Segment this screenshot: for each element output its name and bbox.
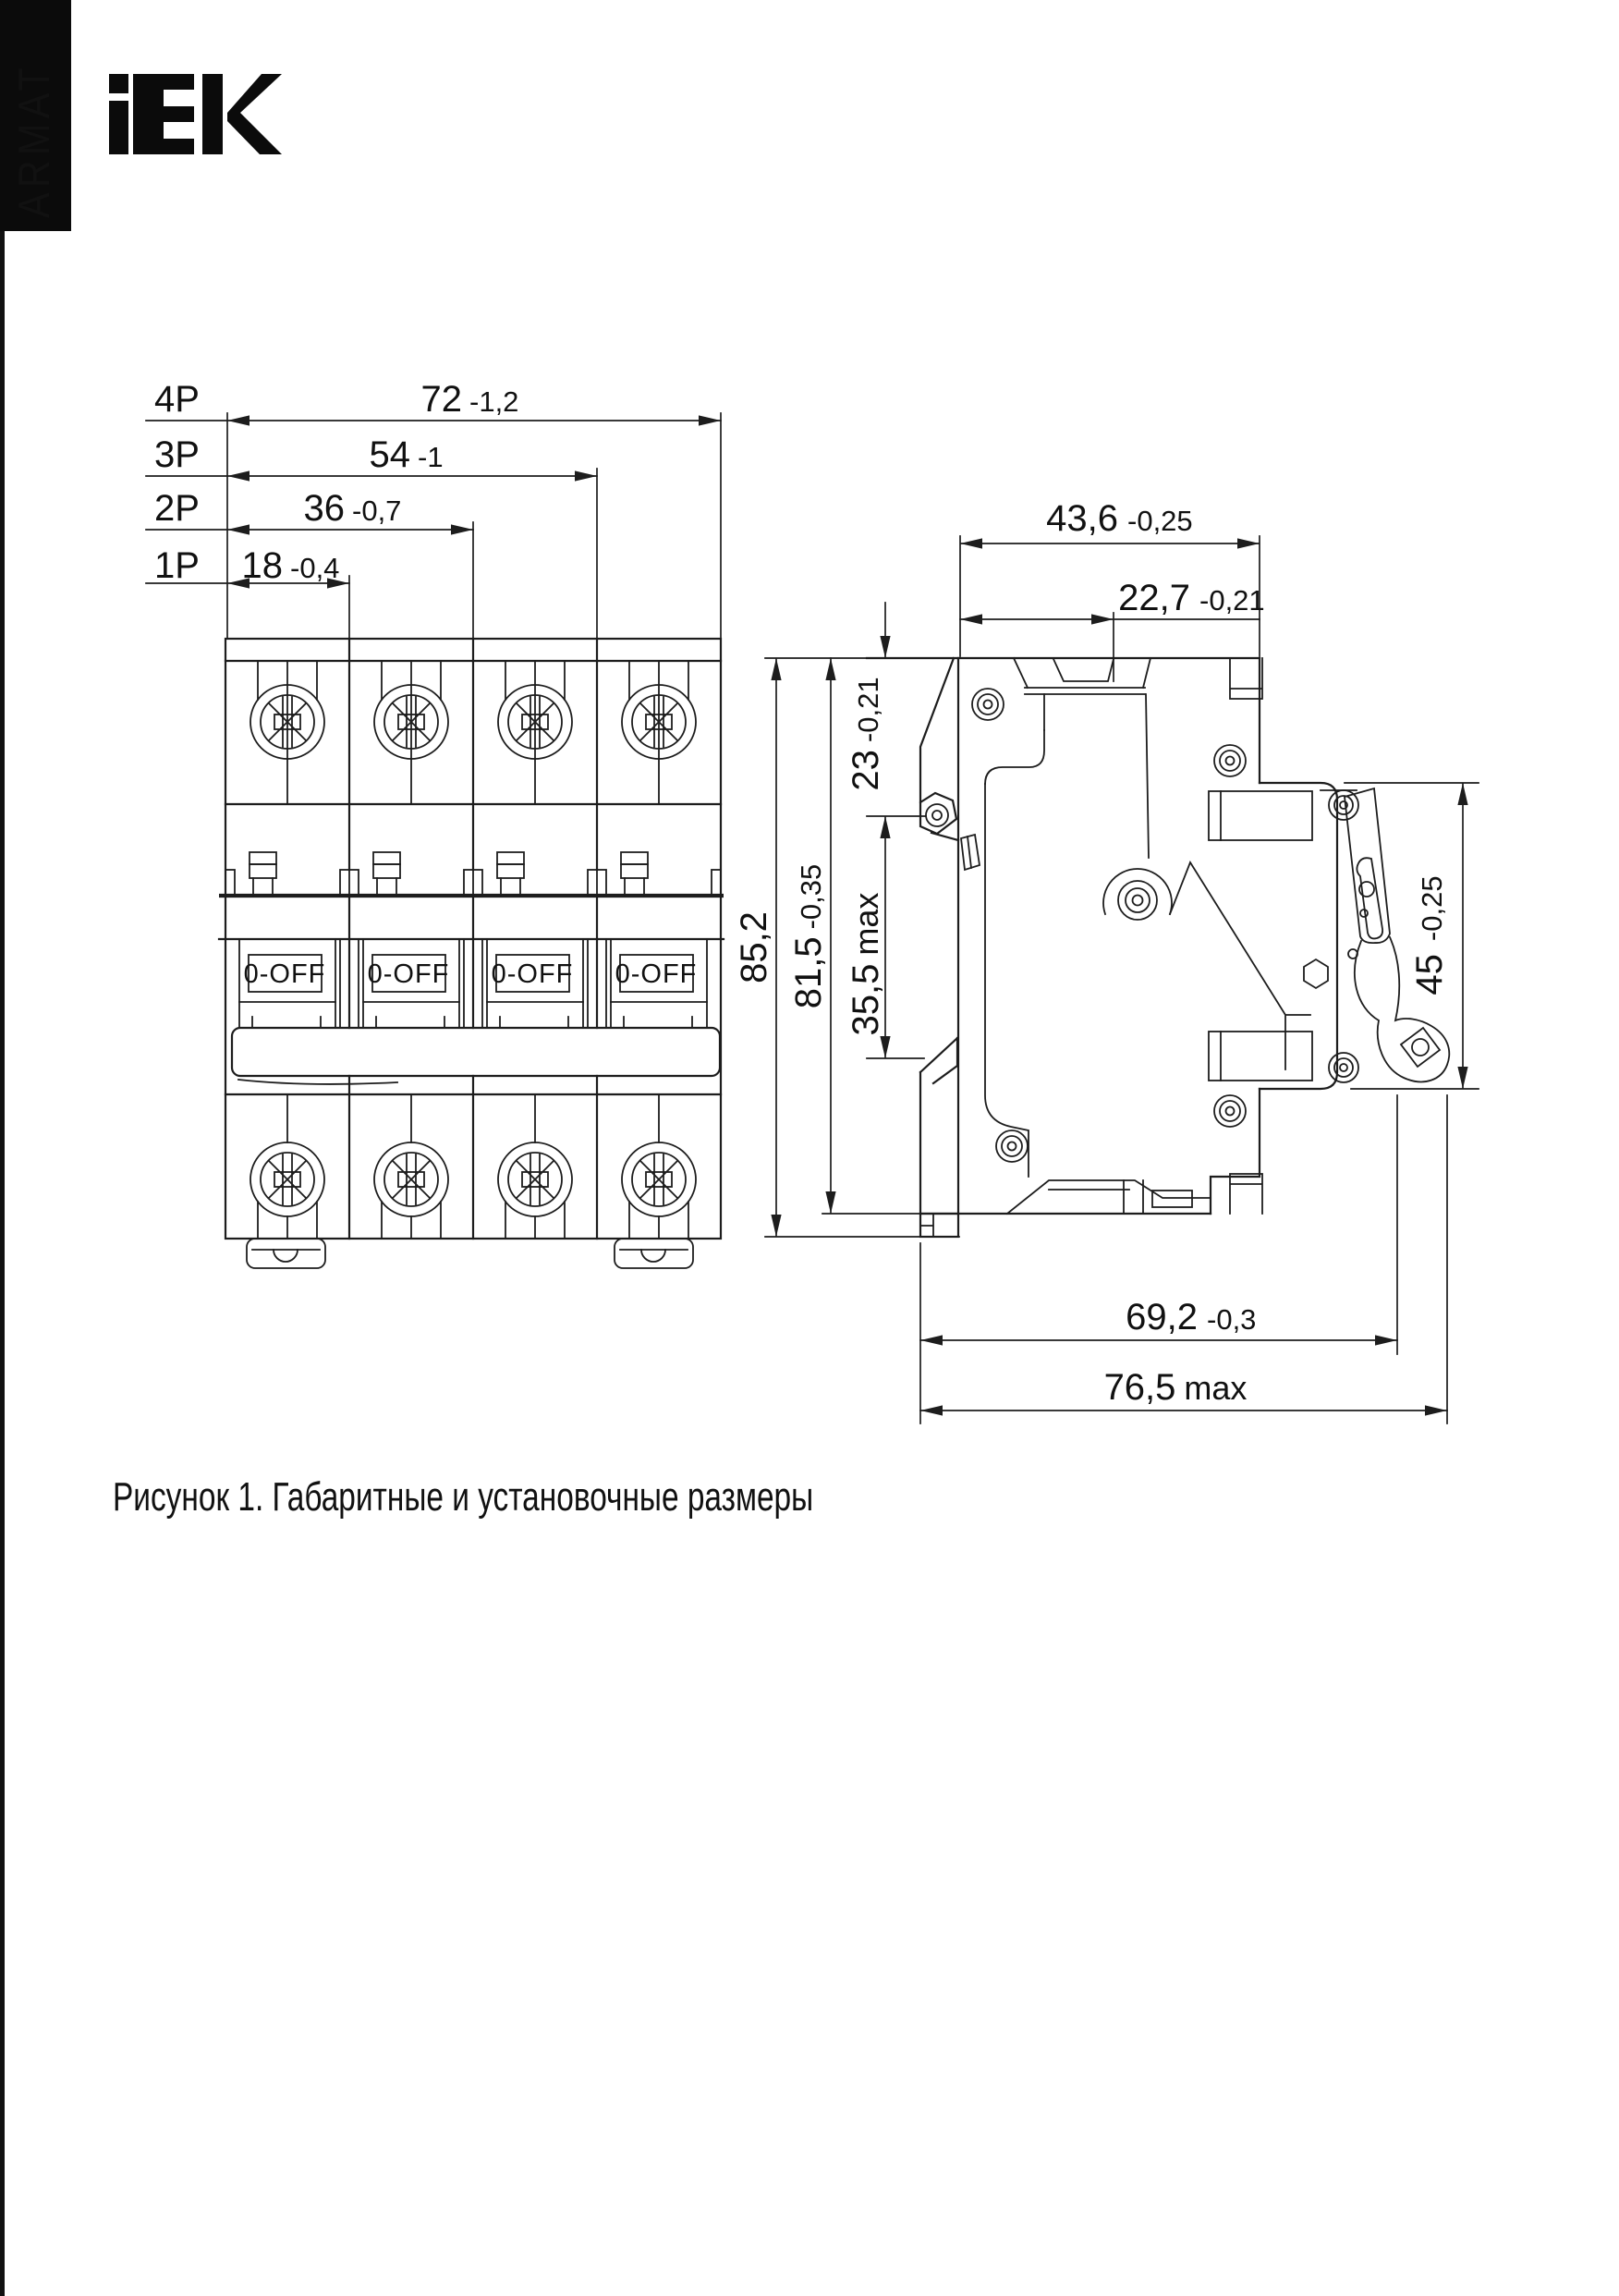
handle-state-label: 0-OFF [243, 959, 326, 989]
dim-tolerance: -1 [418, 441, 444, 473]
side-dimensions [734, 498, 1479, 1423]
dim-tolerance: -0,4 [290, 552, 340, 584]
dim-pole-label: 2P [154, 488, 200, 529]
front-view [146, 379, 724, 1268]
dim-value: 69,2 [1126, 1297, 1198, 1337]
dim-value-rotated: 45-0,25 [1409, 875, 1450, 995]
dim-value: 22,7 [1118, 578, 1190, 618]
hex-mark [1304, 959, 1328, 988]
figure-caption: Рисунок 1. Габаритные и установочные размеры [113, 1474, 814, 1520]
dim-pole-label: 4P [154, 379, 200, 420]
dim-value: 18 [241, 545, 283, 586]
dim-value: 43,6 [1046, 498, 1118, 539]
din-feet [247, 1239, 693, 1268]
dim-value-rotated: 85,2 [734, 911, 774, 983]
handle-state-label: 0-OFF [367, 959, 450, 989]
dim-value-rotated: 35,5max [846, 892, 886, 1036]
dim-value-rotated: 81,5-0,35 [788, 863, 829, 1009]
dim-tolerance: -0,21 [1199, 584, 1265, 617]
dim-value: 54 [369, 434, 410, 475]
handle-tie-bar [232, 1028, 720, 1084]
dim-value: 76,5 max [1103, 1367, 1248, 1408]
handle-state-label: 0-OFF [615, 959, 698, 989]
dim-pole-label: 1P [154, 545, 200, 586]
dim-value-rotated: 23-0,21 [846, 677, 886, 791]
handle-state-label: 0-OFF [491, 959, 574, 989]
dim-value: 72 [420, 379, 462, 420]
dim-tolerance: -0,7 [352, 495, 402, 527]
dim-pole-label: 3P [154, 434, 200, 475]
page-left-border [0, 0, 5, 2296]
front-dimensions [146, 379, 721, 639]
brand-bar-label: ARMAT [10, 62, 59, 218]
dim-tolerance: -0,25 [1127, 505, 1193, 537]
dim-tolerance: -0,3 [1207, 1303, 1257, 1336]
iek-logo-icon [109, 74, 282, 154]
dim-value: 36 [303, 488, 345, 529]
dim-tolerance: -1,2 [469, 385, 519, 418]
side-view [734, 498, 1479, 1423]
